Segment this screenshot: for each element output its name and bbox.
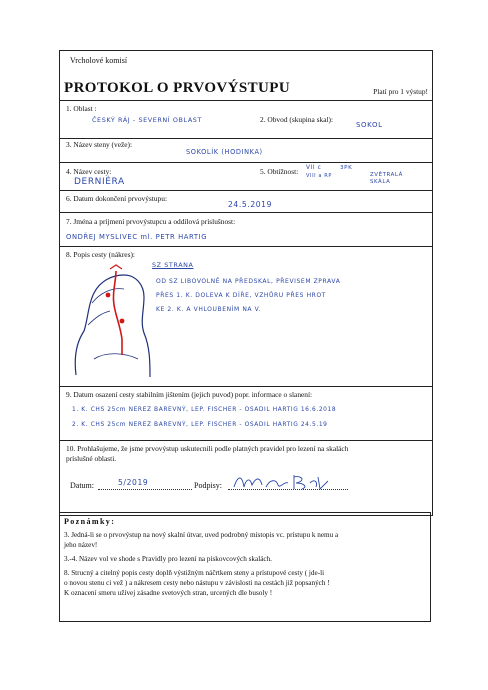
- note-line: K oznacení smeru užívej zásadne svetových stran, urcených dle busoly !: [64, 589, 273, 597]
- signature-label: Podpisy:: [194, 481, 223, 490]
- area-row: [60, 101, 432, 139]
- protection-line-1: 1. K. CHS 25cm NEREZ BAREVNÝ, LEP. FISCHER - OSADIL HARTIG 16.6.2018: [72, 407, 337, 413]
- district-label: 2. Obvod (skupina skal):: [260, 115, 334, 124]
- date-value: 5/2019: [118, 478, 149, 487]
- protection-label: 9. Datum osazení cesty stabilním jištením (jejich puvod) popr. informace o slanení:: [66, 390, 313, 399]
- note-line: o novou stenu ci vež ) a nákresem cesty nebo nástupu v závislosti na cestách již popsaných !: [64, 579, 330, 587]
- note-line: jeho název!: [64, 541, 98, 549]
- climbers-value: ONDŘEJ MYSLIVEC ml. PETR HARTIG: [66, 233, 208, 241]
- grade-value-3: 3PK: [340, 165, 353, 171]
- route-value: DERNIÉRA: [74, 177, 125, 187]
- route-sketch: [72, 263, 156, 381]
- climbers-label: 7. Jména a príjmení prvovýstupcu a oddílová príslušnost:: [66, 217, 236, 226]
- description-heading: SZ STRANA: [152, 261, 194, 269]
- area-value: ČESKÝ RÁJ - SEVERNÍ OBLAST: [92, 116, 202, 124]
- declaration-line-2: príslušné oblasti.: [66, 454, 117, 463]
- date-label: Datum:: [70, 481, 94, 490]
- protection-row: [60, 387, 432, 441]
- notes-heading: Poznámky:: [64, 517, 116, 526]
- wall-value: SOKOLÍK (HODINKA): [186, 148, 263, 156]
- description-label: 8. Popis cesty (nákres):: [66, 250, 135, 259]
- protection-line-2: 2. K. CHS 25cm NEREZ BAREVNÝ, LEP. FISCHER - OSADIL HARTIG 24.5.19: [72, 422, 328, 428]
- description-line-3: KE 2. K. A VHLOUBENÍM NA V.: [156, 306, 262, 313]
- header-row: [60, 51, 432, 77]
- note-line: 8. Strucný a citelný popis cesty doplň výstižným náčrtkem steny a prístupové cesty ( jde-li: [64, 569, 325, 577]
- grade-value-2: VIII a RP: [306, 173, 332, 179]
- signature-image: [232, 471, 332, 493]
- commission-label: Vrcholové komisí: [70, 56, 128, 65]
- climbers-row: [60, 213, 432, 247]
- wall-row: [60, 139, 432, 163]
- completion-date-row: [60, 191, 432, 213]
- page-title: PROTOKOL O PRVOVÝSTUPU: [64, 80, 291, 96]
- description-line-1: OD SZ LIBOVOLNĚ NA PŘEDSKAL, PŘEVISEM ZPRAVA: [156, 278, 341, 285]
- grade-value-1: VII c: [306, 165, 322, 171]
- notes-section: [59, 512, 431, 622]
- description-row: [60, 247, 432, 387]
- grade-value-4: ZVĚTRALÁ SKÁLA: [370, 172, 403, 185]
- completion-date-label: 6. Datum dokončení prvovýstupu:: [66, 194, 167, 203]
- title-row: [60, 77, 432, 101]
- date-dotted-line: [98, 489, 192, 490]
- note-line: 3. Jedná-li se o prvovýstup na nový skalní útvar, uved podrobný místopis vc. prístupu k nemu a: [64, 531, 339, 539]
- route-row: [60, 163, 432, 191]
- validity-note: Platí pro 1 výstup!: [373, 87, 428, 96]
- note-line: 3.-4. Název vol ve shode s Pravidly pro lezení na pískovcových skalách.: [64, 555, 272, 563]
- description-line-2: PŘES 1. K. DOLEVA K DÍŘE, VZHŮRU PŘES HROT: [156, 292, 327, 299]
- completion-date-value: 24.5.2019: [228, 200, 273, 209]
- area-label: 1. Oblast :: [66, 104, 97, 113]
- wall-label: 3. Název steny (veže):: [66, 140, 133, 149]
- route-label: 4. Název cesty:: [66, 167, 112, 176]
- declaration-row: [60, 441, 432, 515]
- grade-label: 5. Obtížnost:: [260, 167, 299, 176]
- declaration-line-1: 10. Prohlašujeme, že jsme prvovýstup uskutecnili podle platných pravidel pro lezení na skalách: [66, 444, 349, 453]
- protocol-form: [59, 50, 433, 516]
- district-value: SOKOL: [356, 121, 383, 129]
